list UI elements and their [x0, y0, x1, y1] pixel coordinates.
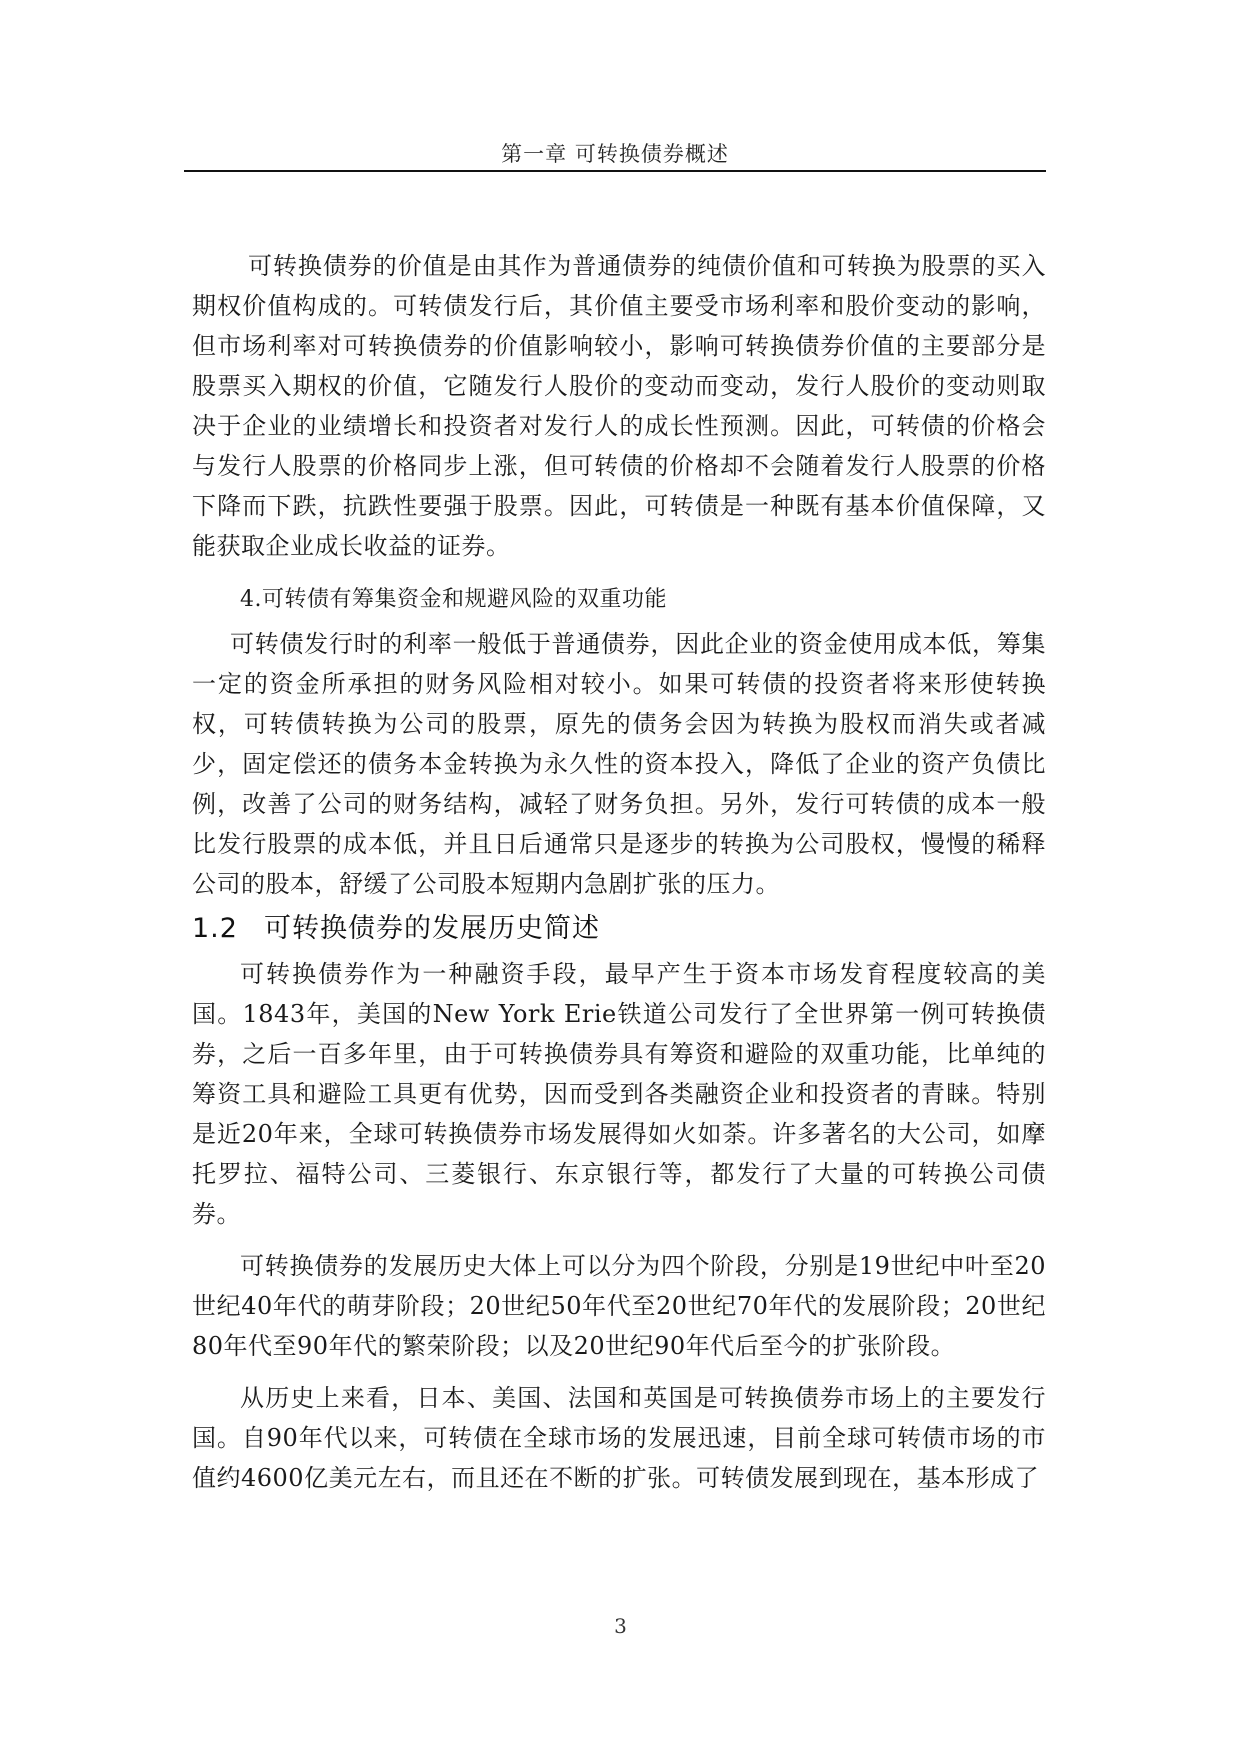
section-heading — [192, 906, 1046, 952]
paragraph-convertible-value: 可转换债券的价值是由其作为普通债券的纯债价值和可转换为股票的买入期权价值构成的。可转债发行后，其价值主要受市场利率和股价变动的影响，但市场利率对可转换债券的价值影响较小，影响可转换债券价值的主要部分是股票买入期权的价值，它随发行人股价的变动而变动，发行人股价的变动则取决于企业的业绩增长和投资者对发行人的成长性预测。因此，可转债的价格会与发行人股票的价格同步上涨，但可转债的价格却不会随着发行人股票的价格下降而下跌，抗跌性要强于股票。因此，可转债是一种既有基本价值保障，又能获取企业成长收益的证券。 — [192, 252, 1046, 560]
paragraph-history-stages: 可转换债券的发展历史大体上可以分为四个阶段，分别是19世纪中叶至20世纪40年代的萌芽阶段；20世纪50年代至20世纪70年代的发展阶段；20世纪80年代至90年代的繁荣阶段；以及20世纪90年代后至今的扩张阶段。 — [192, 1252, 1046, 1360]
paragraph-dual-function: 可转债发行时的利率一般低于普通债券，因此企业的资金使用成本低，筹集一定的资金所承担的财务风险相对较小。如果可转债的投资者将来形使转换权，可转债转换为公司的股票，原先的债务会因为转换为股权而消失或者减少，固定偿还的债务本金转换为永久性的资本投入，降低了企业的资产负债比例，改善了公司的财务结构，减轻了财务负担。另外，发行可转债的成本一般比发行股票的成本低，并且日后通常只是逐步的转换为公司股权，慢慢的稀释公司的股本，舒缓了公司股本短期内急剧扩张的压力。 — [192, 630, 1046, 898]
page-body — [192, 246, 1046, 1498]
header-rule — [184, 170, 1046, 172]
paragraph-history-origin: 可转换债券作为一种融资手段，最早产生于资本市场发育程度较高的美国。1843年，美国的New York Erie铁道公司发行了全世界第一例可转换债券，之后一百多年里，由于可转换债券具有筹资和避险的双重功能，比单纯的筹资工具和避险工具更有优势，因而受到各类融资企业和投资者的青睐。特别是近20年来，全球可转换债券市场发展得如火如荼。许多著名的大公司，如摩托罗拉、福特公司、三菱银行、东京银行等，都发行了大量的可转换公司债券。 — [192, 960, 1046, 1228]
paragraph-gap — [192, 1366, 1046, 1378]
section-number: 1.2 — [192, 913, 238, 944]
section-title: 可转换债券的发展历史简述 — [264, 913, 600, 944]
item-4-title: 4.可转债有筹集资金和规避风险的双重功能 — [240, 587, 667, 612]
page-header: 第一章 可转换债券概述 — [501, 142, 729, 166]
paragraph-history-markets: 从历史上来看，日本、美国、法国和英国是可转换债券市场上的主要发行国。自90年代以来，可转债在全球市场的发展迅速，目前全球可转债市场的市值约4600亿美元左右，而且还在不断的扩张。可转债发展到现在，基本形成了 — [192, 1384, 1046, 1492]
page-number: 3 — [614, 1614, 627, 1638]
paragraph-gap — [192, 1234, 1046, 1246]
